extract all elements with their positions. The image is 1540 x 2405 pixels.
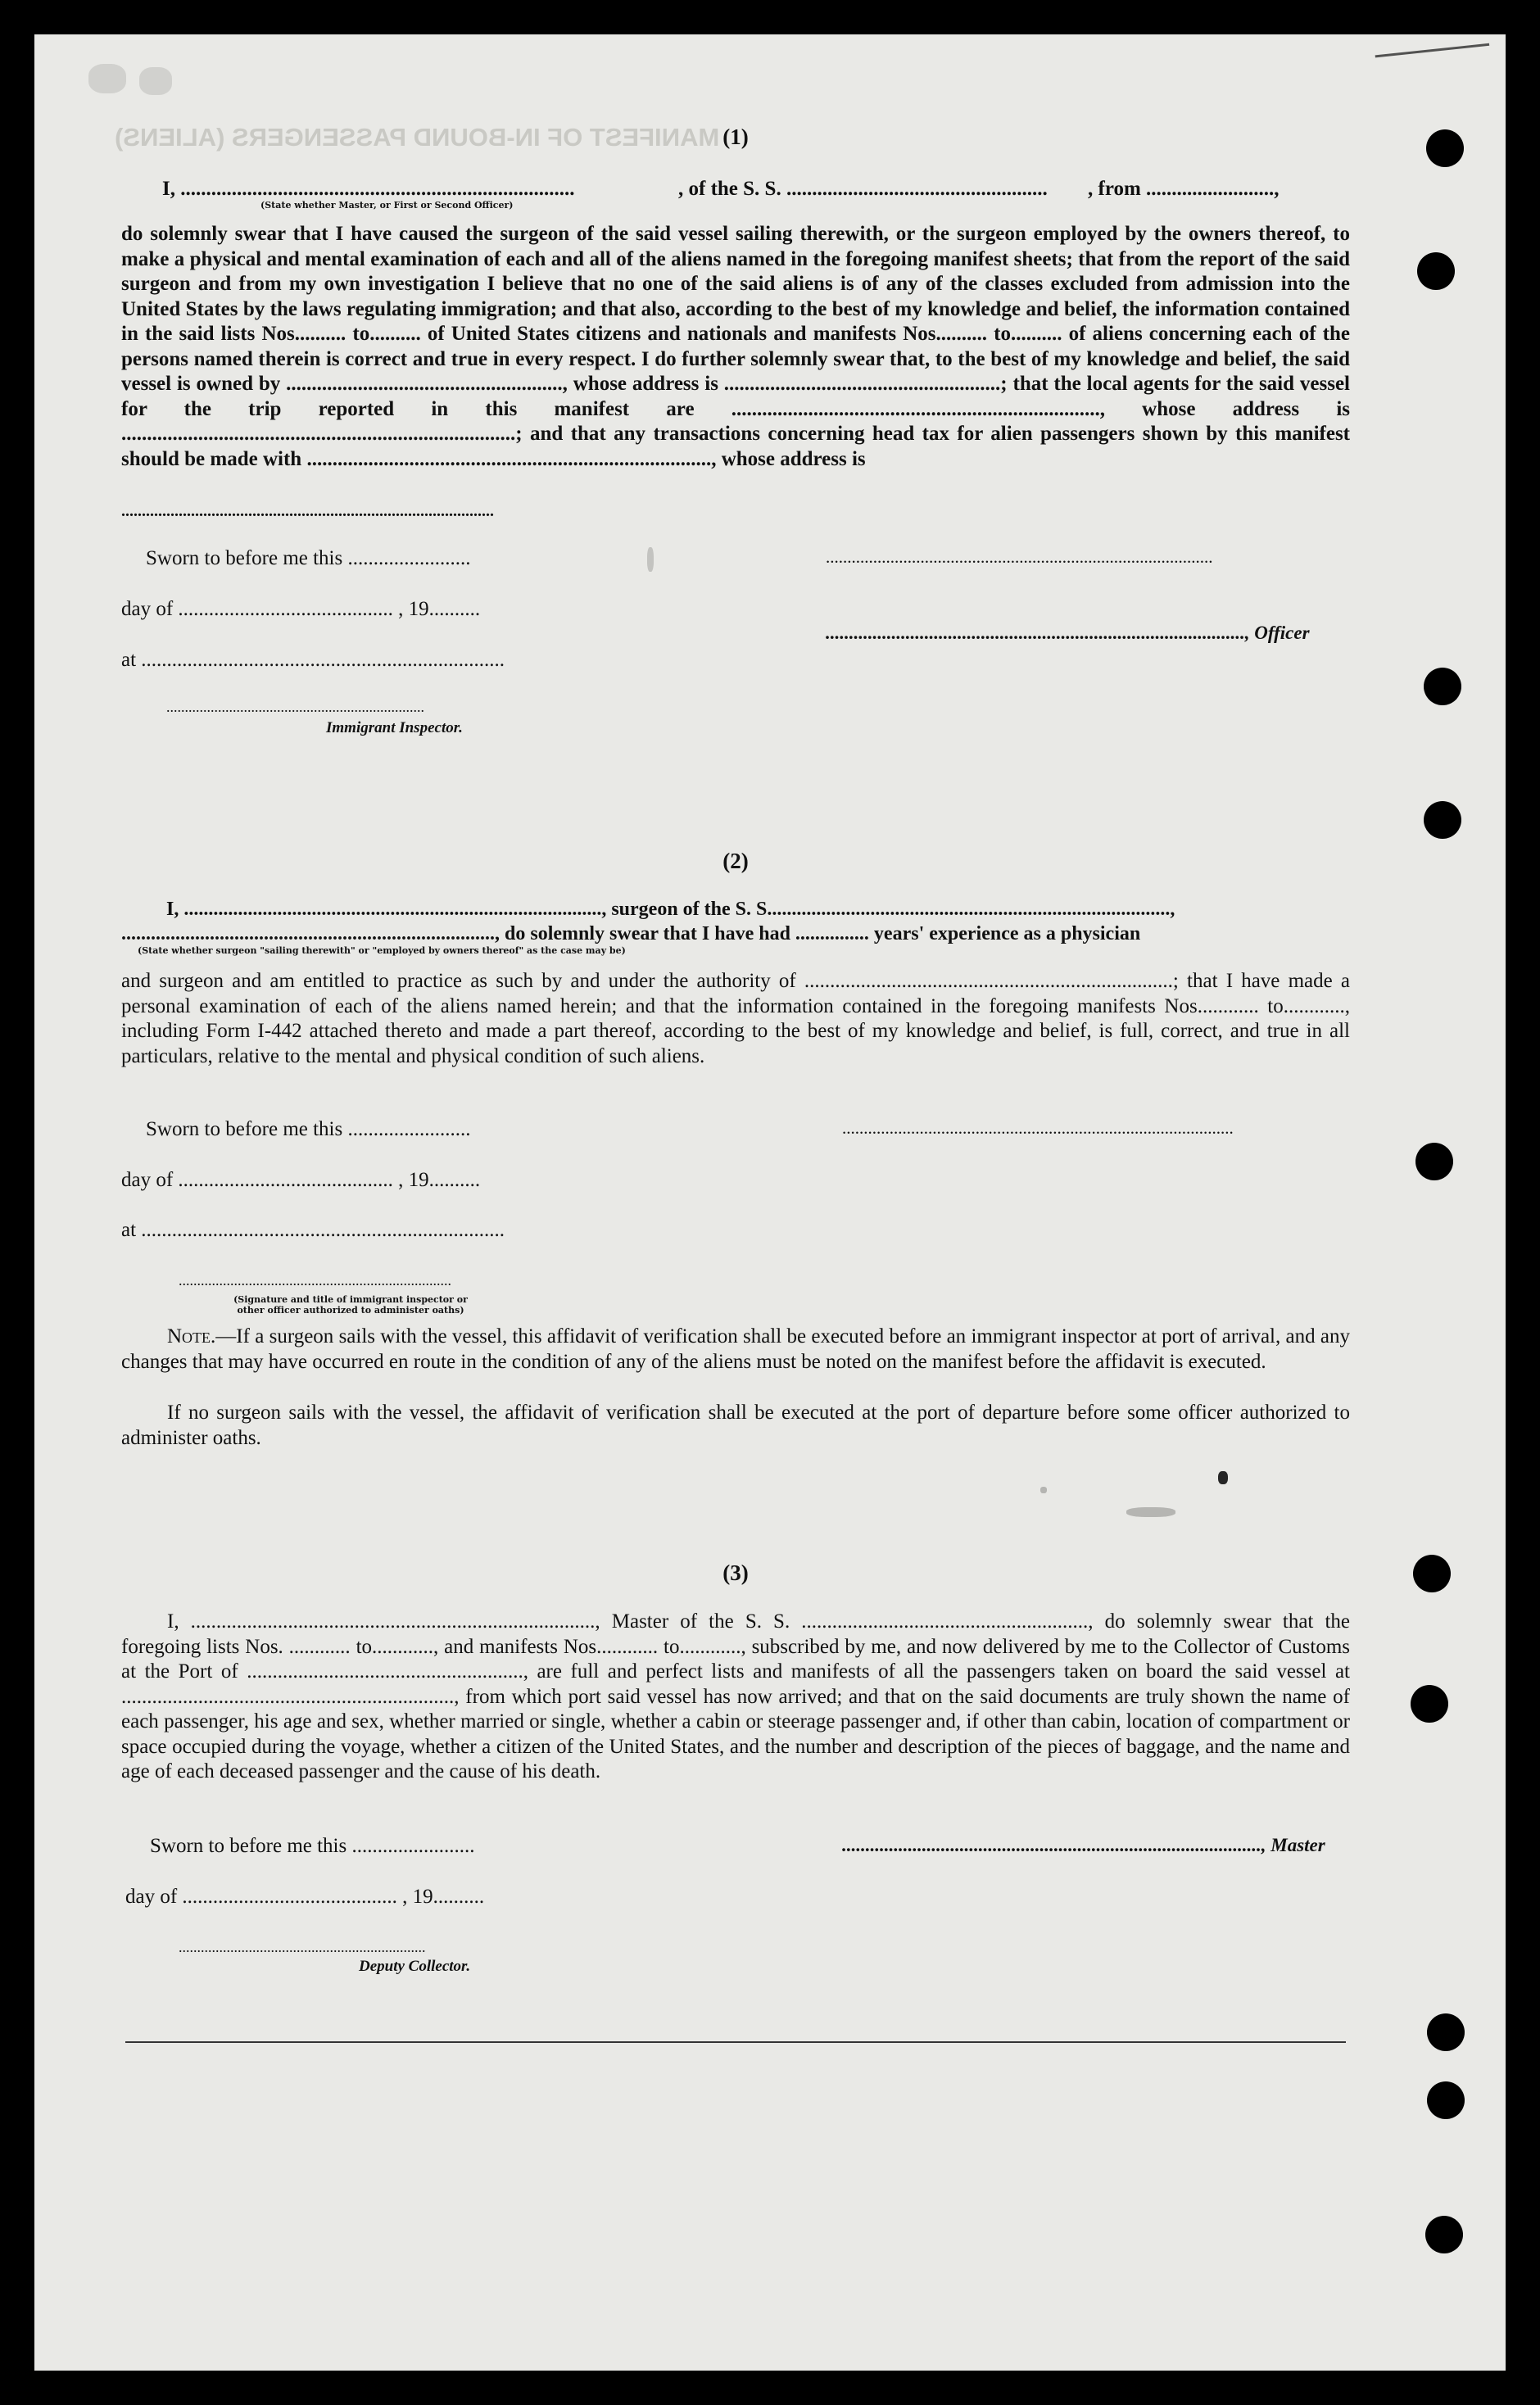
binder-hole xyxy=(1427,2013,1465,2051)
bleed-through-title: MANIFEST OF IN-BOUND PASSENGERS (ALIENS) xyxy=(115,123,720,152)
binder-hole xyxy=(1424,668,1461,705)
section-2-day-line: day of .......................................... , 19.......... xyxy=(121,1169,481,1191)
vessel-name-field: , of the S. S. ................................................... xyxy=(678,178,1048,200)
section-1-heading: (1) xyxy=(722,125,749,149)
deputy-collector-caption: Deputy Collector. xyxy=(359,1958,471,1975)
section-2-heading: (2) xyxy=(722,849,749,873)
note-text-1: —If a surgeon sails with the vessel, this affidavit of verification shall be executed before an immigrant inspector at port of arrival, and any changes that may have occurred en route in the condition of any of the aliens must be noted on the manifest before the affidavit is executed. xyxy=(121,1325,1350,1373)
bottom-divider-rule xyxy=(125,2041,1346,2043)
section-1-at-line: at ....................................................................... xyxy=(121,649,505,671)
paper-speck xyxy=(1126,1507,1175,1517)
oath-officer-sig-line: .......................................................................... xyxy=(179,1272,451,1289)
master-name-field: I, ............................................................................. xyxy=(162,178,575,200)
binder-hole xyxy=(1425,2216,1463,2253)
section-3-sworn-line: Sworn to before me this ........................ xyxy=(150,1835,475,1857)
corner-stamp-mark xyxy=(88,64,126,93)
section-1-day-line: day of .......................................... , 19.......... xyxy=(121,598,481,620)
binder-hole xyxy=(1415,1143,1453,1180)
oath-officer-caption-2: other officer authorized to administer oaths) xyxy=(237,1305,464,1316)
surgeon-signature-line: ........................................................................................... xyxy=(842,1118,1234,1138)
immigrant-inspector-sig-line: ...................................................................... xyxy=(166,699,424,715)
paper-speck xyxy=(647,547,654,572)
officer-title-line: ........................................................................................., Officer xyxy=(826,623,1310,643)
section-3-heading: (3) xyxy=(722,1560,749,1585)
note-label: Note. xyxy=(167,1325,216,1347)
section-2-oath-text: and surgeon and am entitled to practice as such by and under the authority of ........................................................................; that I have made a personal examination of each of the aliens named herein; and that the information contained in the foregoing manifests Nos............ to............, including Form I-442 attached thereto and made a part thereof, according to the best of my knowledge and belief, is full, correct, and true in all particulars, relative to the mental and physical condition of such aliens. xyxy=(121,970,1350,1067)
section-1-address-line: ........................................................................................... xyxy=(121,502,494,520)
binder-hole xyxy=(1427,2081,1465,2119)
section-1-sworn-line: Sworn to before me this ........................ xyxy=(146,547,471,569)
oath-officer-caption xyxy=(187,1294,514,1316)
binder-hole xyxy=(1417,252,1455,290)
master-signature-line: ........................................................................................., Master xyxy=(842,1835,1325,1855)
oath-officer-caption-1: (Signature and title of immigrant inspector or xyxy=(233,1294,468,1305)
section-2-at-line: at ....................................................................... xyxy=(121,1219,505,1241)
paper-speck xyxy=(1218,1471,1228,1484)
surgeon-name-line: I, ....................................................................................., surgeon of the S. S.................................................................................., xyxy=(166,899,1175,920)
section-2-sworn-line: Sworn to before me this ........................ xyxy=(146,1118,471,1140)
officer-rank-note: (State whether Master, or First or Second Officer) xyxy=(260,200,514,211)
deputy-collector-sig-line: ................................................................... xyxy=(179,1939,426,1955)
binder-hole xyxy=(1413,1555,1451,1592)
corner-stamp-mark xyxy=(139,67,172,95)
officer-signature-line: .......................................................................................... xyxy=(826,547,1213,567)
paper-speck xyxy=(1040,1487,1047,1493)
surgeon-note-paragraph xyxy=(121,1325,1350,1375)
surgeon-experience-line: ............................................................................, do solemnly swear that I have had ............... years' experience as a physician xyxy=(121,923,1141,944)
surgeon-status-note: (State whether surgeon "sailing therewith" or "employed by owners thereof" as the case may be) xyxy=(138,945,626,956)
section-3-oath-text: I, ..............................................................................., Master of the S. S. ........................................................, do solemnly swear that the foregoing lists Nos. ............ to............, and manifests Nos............ to............, subscribed by me, and now delivered by me to the Collector of Customs at the Port of ......................................................, are full and perfect lists and manifests of all the passengers taken on board the said vessel at ................................................................., from which port said vessel has now arrived; and that on the said documents are truly shown the name of each passenger, his age and sex, whether married or single, whether a cabin or steerage passenger and, if other than cabin, location of compartment or space occupied during the voyage, whether a citizen of the United States, and the number and description of the pieces of baggage, and the name and age of each deceased passenger and the cause of his death. xyxy=(121,1610,1350,1782)
binder-hole xyxy=(1424,801,1461,839)
immigrant-inspector-caption: Immigrant Inspector. xyxy=(326,719,463,736)
section-3-day-line: day of .......................................... , 19.......... xyxy=(125,1886,485,1908)
binder-hole xyxy=(1426,129,1464,167)
departure-port-field: , from ........................., xyxy=(1088,178,1280,200)
section-1-oath-text: do solemnly swear that I have caused the surgeon of the said vessel sailing therewith, or the surgeon employed by the owners thereof, to make a physical and mental examination of each and all of the aliens named in the foregoing manifest sheets; that from the report of the said surgeon and from my own investigation I believe that no one of the said aliens is of any of the classes excluded from admission into the United States by the laws regulating immigration; and that also, according to the best of my knowledge and belief, the information contained in the said lists Nos.......... to.......... of United States citizens and nationals and manifests Nos.......... to.......... of aliens concerning each of the persons named therein is correct and true in every respect. I do further solemnly swear that, to the best of my knowledge and belief, the said vessel is owned by ......................................................, whose address is ......................................................; that the local agents for the said vessel for the trip reported in this manifest are ........................................................................, whose address is .............................................................................; and that any transactions concerning head tax for alien passengers shown by this manifest should be made with ..............................................................................., whose address is xyxy=(121,223,1350,470)
binder-hole xyxy=(1411,1685,1448,1723)
no-surgeon-note-paragraph: If no surgeon sails with the vessel, the affidavit of verification shall be executed at the port of departure before some officer authorized to administer oaths. xyxy=(121,1402,1350,1449)
